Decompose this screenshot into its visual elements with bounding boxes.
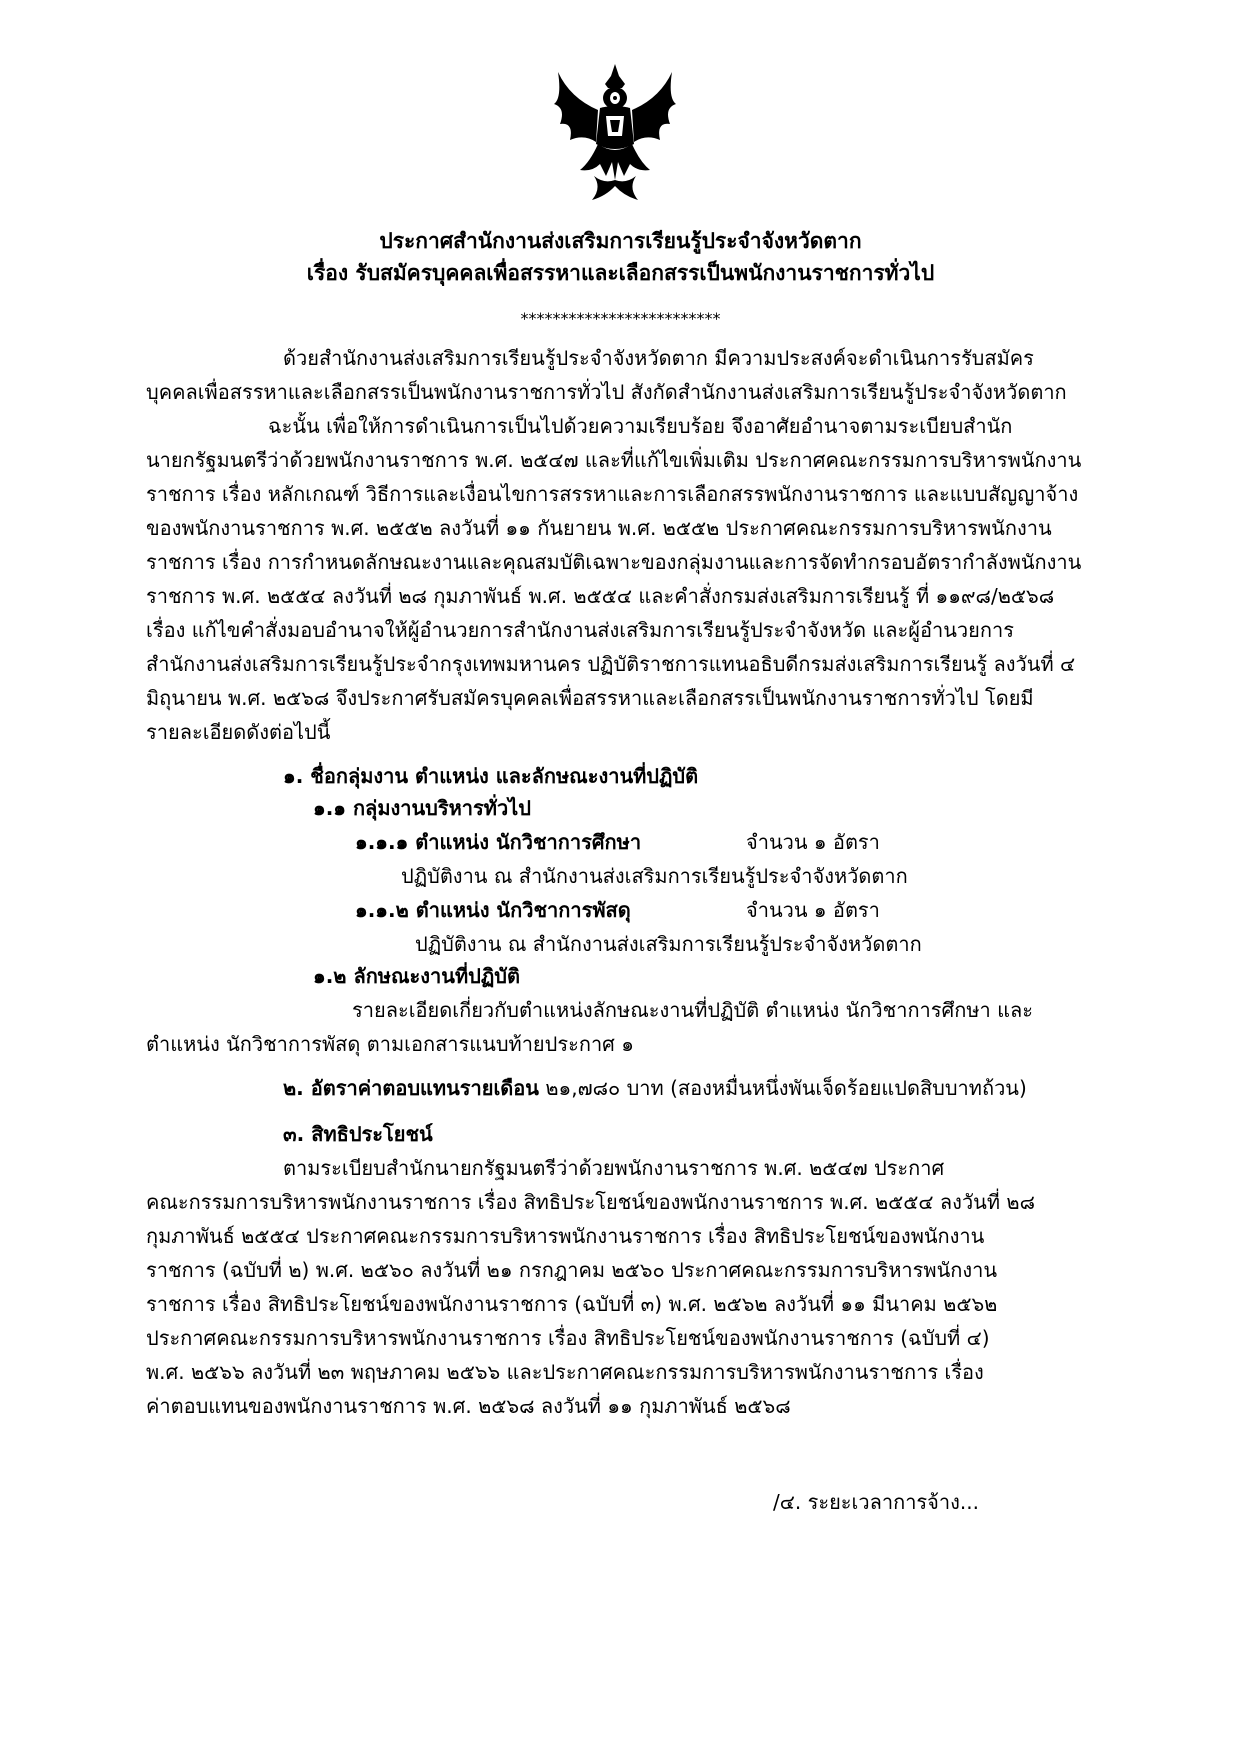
- section-1-1-heading: ๑.๑ กลุ่มงานบริหารทั่วไป: [313, 796, 531, 820]
- body-line: ราชการ เรื่อง หลักเกณฑ์ วิธีการและเงื่อนไขการสรรหาและการเลือกสรรพนักงานราชการ และแบบสัญญาจ้าง: [146, 482, 1079, 506]
- position-2-count: จำนวน ๑ อัตรา: [746, 898, 880, 922]
- body-line: ค่าตอบแทนของพนักงานราชการ พ.ศ. ๒๕๖๘ ลงวันที่ ๑๑ กุมภาพันธ์ ๒๕๖๘: [146, 1394, 791, 1418]
- intro-line: บุคคลเพื่อสรรหาและเลือกสรรเป็นพนักงานราชการทั่วไป สังกัดสำนักงานส่งเสริมการเรียนรู้ประจำจังหวัดตาก: [146, 380, 1067, 404]
- body-line: เรื่อง แก้ไขคำสั่งมอบอำนาจให้ผู้อำนวยการสำนักงานส่งเสริมการเรียนรู้ประจำจังหวัด และผู้อำนวยการ: [146, 618, 1014, 642]
- position-2-workplace: ปฏิบัติงาน ณ สำนักงานส่งเสริมการเรียนรู้ประจำจังหวัดตาก: [415, 932, 922, 956]
- monthly-compensation-value: ๒๑,๗๘๐ บาท (สองหมื่นหนึ่งพันเจ็ดร้อยแปดสิบบาทถ้วน): [538, 1076, 1027, 1100]
- section-3-heading: ๓. สิทธิประโยชน์: [283, 1122, 433, 1146]
- page-continuation: /๔. ระยะเวลาการจ้าง...: [773, 1490, 979, 1514]
- section-2: [283, 1075, 1027, 1101]
- body-line: ราชการ พ.ศ. ๒๕๕๔ ลงวันที่ ๒๘ กุมภาพันธ์ พ.ศ. ๒๕๕๔ และคำสั่งกรมส่งเสริมการเรียนรู้ ที่ ๑๑๙๘/๒๕๖๘: [146, 584, 1055, 608]
- body-line: รายละเอียดดังต่อไปนี้: [146, 720, 331, 744]
- body-line: รายละเอียดเกี่ยวกับตำแหน่งลักษณะงานที่ปฏิบัติ ตำแหน่ง นักวิชาการศึกษา และ: [352, 998, 1033, 1022]
- position-1-workplace: ปฏิบัติงาน ณ สำนักงานส่งเสริมการเรียนรู้ประจำจังหวัดตาก: [401, 864, 908, 888]
- position-1-title: ๑.๑.๑ ตำแหน่ง นักวิชาการศึกษา: [355, 830, 642, 854]
- body-line: ราชการ (ฉบับที่ ๒) พ.ศ. ๒๕๖๐ ลงวันที่ ๒๑ กรกฎาคม ๒๕๖๐ ประกาศคณะกรรมการบริหารพนักงาน: [146, 1258, 998, 1282]
- body-line: กุมภาพันธ์ ๒๕๕๔ ประกาศคณะกรรมการบริหารพนักงานราชการ เรื่อง สิทธิประโยชน์ของพนักงาน: [146, 1224, 985, 1248]
- separator-stars: *************************: [520, 309, 721, 328]
- body-line: ตำแหน่ง นักวิชาการพัสดุ ตามเอกสารแนบท้ายประกาศ ๑: [146, 1032, 634, 1056]
- intro-line: ด้วยสำนักงานส่งเสริมการเรียนรู้ประจำจังหวัดตาก มีความประสงค์จะดำเนินการรับสมัคร: [283, 346, 1034, 370]
- announcement-title: ประกาศสำนักงานส่งเสริมการเรียนรู้ประจำจังหวัดตาก: [379, 229, 862, 253]
- body-line: สำนักงานส่งเสริมการเรียนรู้ประจำกรุงเทพมหานคร ปฏิบัติราชการแทนอธิบดีกรมส่งเสริมการเรียนรู้ ลงวันที่ ๔: [146, 652, 1076, 676]
- position-1-count: จำนวน ๑ อัตรา: [746, 830, 880, 854]
- section-2-heading: ๒. อัตราค่าตอบแทนรายเดือน: [283, 1076, 539, 1100]
- body-line: ของพนักงานราชการ พ.ศ. ๒๕๕๒ ลงวันที่ ๑๑ กันยายน พ.ศ. ๒๕๕๒ ประกาศคณะกรรมการบริหารพนักงาน: [146, 516, 1052, 540]
- body-line: ราชการ เรื่อง สิทธิประโยชน์ของพนักงานราชการ (ฉบับที่ ๓) พ.ศ. ๒๕๖๒ ลงวันที่ ๑๑ มีนาคม ๒๕๖๒: [146, 1292, 998, 1316]
- body-line: ตามระเบียบสำนักนายกรัฐมนตรีว่าด้วยพนักงานราชการ พ.ศ. ๒๕๔๗ ประกาศ: [283, 1156, 945, 1180]
- section-1-heading: ๑. ชื่อกลุ่มงาน ตำแหน่ง และลักษณะงานที่ปฏิบัติ: [283, 764, 699, 788]
- body-line: ราชการ เรื่อง การกำหนดลักษณะงานและคุณสมบัติเฉพาะของกลุ่มงานและการจัดทำกรอบอัตรากำลังพนักงาน: [146, 550, 1082, 574]
- announcement-subject: เรื่อง รับสมัครบุคคลเพื่อสรรหาและเลือกสรรเป็นพนักงานราชการทั่วไป: [306, 261, 935, 285]
- body-line: พ.ศ. ๒๕๖๖ ลงวันที่ ๒๓ พฤษภาคม ๒๕๖๖ และประกาศคณะกรรมการบริหารพนักงานราชการ เรื่อง: [146, 1360, 984, 1384]
- position-2-title: ๑.๑.๒ ตำแหน่ง นักวิชาการพัสดุ: [355, 898, 631, 922]
- body-line: คณะกรรมการบริหารพนักงานราชการ เรื่อง สิทธิประโยชน์ของพนักงานราชการ พ.ศ. ๒๕๕๔ ลงวันที่ ๒๘: [146, 1190, 1035, 1214]
- garuda-emblem-icon: [540, 58, 690, 208]
- body-line: ประกาศคณะกรรมการบริหารพนักงานราชการ เรื่อง สิทธิประโยชน์ของพนักงานราชการ (ฉบับที่ ๔): [146, 1326, 990, 1350]
- body-line: มิถุนายน พ.ศ. ๒๕๖๘ จึงประกาศรับสมัครบุคคลเพื่อสรรหาและเลือกสรรเป็นพนักงานราชการทั่วไป โดยมี: [146, 686, 1034, 710]
- body-line: ฉะนั้น เพื่อให้การดำเนินการเป็นไปด้วยความเรียบร้อย จึงอาศัยอำนาจตามระเบียบสำนัก: [268, 414, 1013, 438]
- section-1-2-heading: ๑.๒ ลักษณะงานที่ปฏิบัติ: [313, 964, 520, 988]
- body-line: นายกรัฐมนตรีว่าด้วยพนักงานราชการ พ.ศ. ๒๕๔๗ และที่แก้ไขเพิ่มเติม ประกาศคณะกรรมการบริหารพนักงาน: [146, 448, 1082, 472]
